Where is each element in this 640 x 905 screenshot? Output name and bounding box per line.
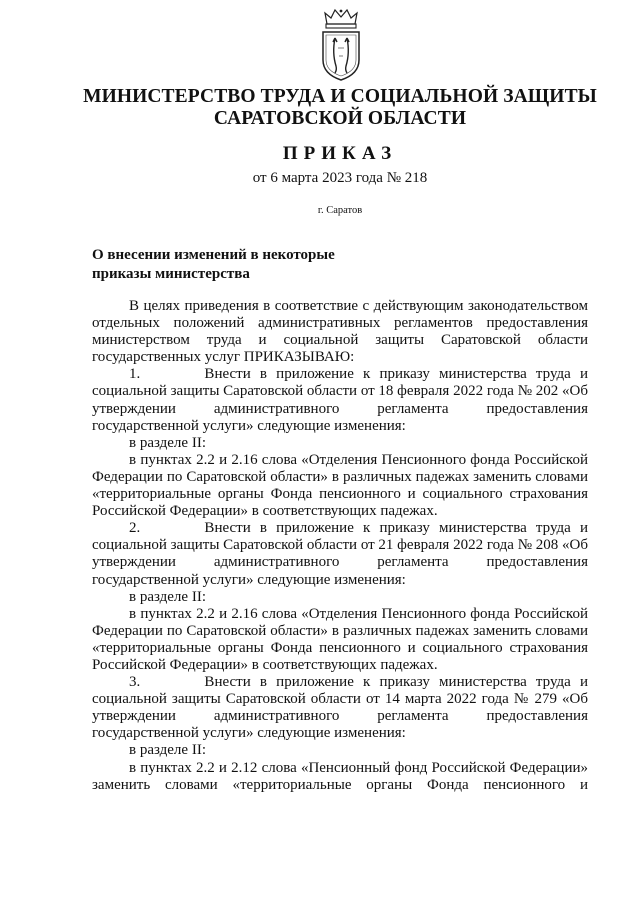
item-3-section: в разделе II: <box>129 742 206 759</box>
order-subject-line1: О внесении изменений в некоторые <box>92 247 335 263</box>
order-subject-line2: приказы министерства <box>92 266 250 282</box>
item-1-section: в разделе II: <box>129 434 206 451</box>
order-title: ПРИКАЗ <box>282 143 398 164</box>
item-1-paragraph: 1. Внести в приложение к приказу министерства труда и социальной защиты Саратовской области от 18 февраля 2022 года № 202 «Об утверждении административного регламента предоставления государственной услуги» следующие изменения: <box>92 366 588 434</box>
city-name: г. Саратов <box>317 205 363 216</box>
ministry-name-line2: САРАТОВСКОЙ ОБЛАСТИ <box>213 108 467 129</box>
preamble-paragraph: В целях приведения в соответствие с действующим законодательством отдельных положений административных регламентов предоставления министерством труда и социальной защиты Саратовской области государственных услуг ПРИКАЗЫВАЮ: <box>92 298 588 366</box>
item-2-section: в разделе II: <box>129 588 206 605</box>
order-subject <box>92 246 335 284</box>
item-3-change: в пунктах 2.2 и 2.12 слова «Пенсионный фонд Российской Федерации» заменить словами «территориальные органы Фонда пенсионного и <box>92 759 588 793</box>
ministry-name-line1: МИНИСТЕРСТВО ТРУДА И СОЦИАЛЬНОЙ ЗАЩИТЫ <box>83 86 597 107</box>
item-3-paragraph: 3. Внести в приложение к приказу министерства труда и социальной защиты Саратовской области от 14 марта 2022 года № 279 «Об утверждении административного регламента предоставления государственной услуги» следующие изменения: <box>92 674 588 742</box>
saratov-coat-of-arms-icon <box>318 8 364 82</box>
item-2-paragraph: 2. Внести в приложение к приказу министерства труда и социальной защиты Саратовской области от 21 февраля 2022 года № 208 «Об утверждении административного регламента предоставления государственной услуги» следующие изменения: <box>92 520 588 588</box>
order-date-number: от 6 марта 2023 года № 218 <box>252 170 428 186</box>
item-2-change: в пунктах 2.2 и 2.16 слова «Отделения Пенсионного фонда Российской Федерации по Саратовской области» в различных падежах заменить словами «территориальные органы Фонда пенсионного и социального страхования Российской Федерации» в соответствующих падежах. <box>92 605 588 673</box>
order-body <box>92 298 588 794</box>
item-1-change: в пунктах 2.2 и 2.16 слова «Отделения Пенсионного фонда Российской Федерации по Саратовской области» в различных падежах заменить словами «территориальные органы Фонда пенсионного и социального страхования Российской Федерации» в соответствующих падежах. <box>92 451 588 520</box>
ministry-name <box>0 86 640 130</box>
